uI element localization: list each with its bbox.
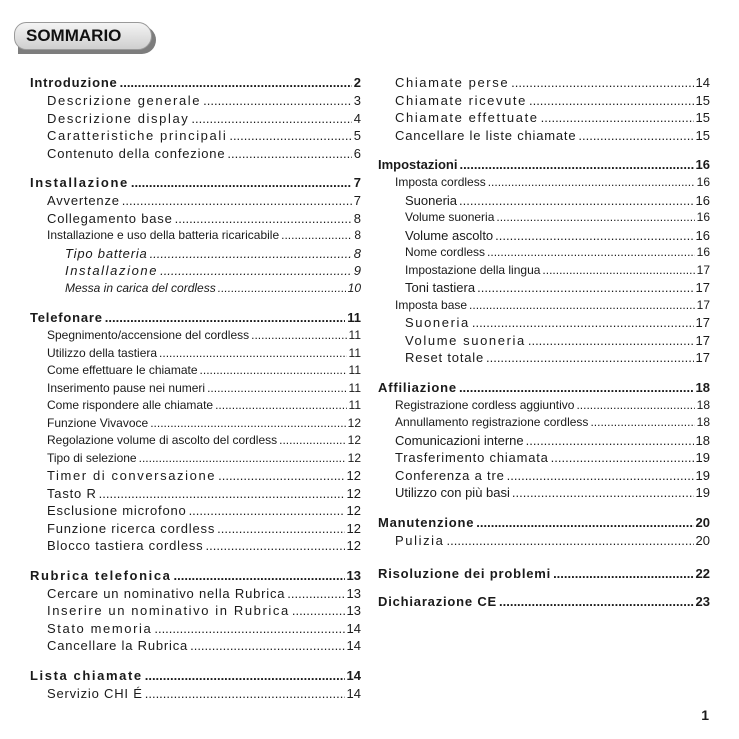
toc-entry[interactable]	[378, 110, 710, 128]
toc-section-label: Risoluzione dei problemi	[378, 566, 552, 581]
toc-dots	[99, 486, 345, 501]
toc-dots	[229, 128, 351, 143]
toc-entry-label: Installazione e uso della batteria ricaricabile	[47, 228, 280, 242]
toc-section-impostazioni[interactable]	[378, 157, 710, 175]
toc-page-number: 18	[695, 432, 710, 448]
toc-dots	[122, 193, 352, 208]
toc-entry-label: Messa in carica del cordless	[65, 280, 216, 295]
toc-section-lista-chiamate[interactable]	[30, 668, 361, 686]
toc-entry[interactable]	[378, 333, 710, 351]
toc-dots	[189, 503, 345, 518]
toc-dots	[139, 451, 346, 465]
toc-dots	[576, 398, 694, 412]
toc-entry-label: Conferenza a tre	[395, 467, 505, 483]
toc-entry[interactable]	[378, 315, 710, 333]
toc-section-label: Affiliazione	[378, 379, 457, 395]
toc-page-number: 12	[346, 468, 361, 483]
toc-dots	[251, 328, 346, 342]
toc-entry-label: Reset totale	[405, 350, 484, 365]
toc-section-installazione[interactable]	[30, 175, 361, 193]
toc-entry[interactable]	[378, 263, 710, 281]
toc-entry-label: Come rispondere alle chiamate	[47, 398, 214, 412]
toc-entry-label: Spegnimento/accensione del cordless	[47, 328, 250, 342]
toc-entry-label: Chiamate effettuate	[395, 110, 539, 125]
toc-entry[interactable]	[378, 93, 710, 111]
toc-dots	[120, 75, 352, 90]
toc-page-number: 19	[695, 450, 710, 465]
toc-page-number: 23	[695, 594, 710, 609]
toc-page-number: 15	[695, 127, 710, 143]
toc-entry-label: Chiamate ricevute	[395, 92, 527, 108]
toc-page-number: 7	[353, 175, 361, 190]
toc-section-affiliazione[interactable]	[378, 380, 710, 398]
toc-entry[interactable]	[30, 686, 361, 704]
toc-entry-label: Funzione ricerca cordless	[47, 520, 216, 536]
toc-entry[interactable]	[30, 638, 361, 656]
toc-page-number: 18	[696, 397, 710, 412]
toc-section-label: Rubrica telefonica	[30, 567, 172, 583]
toc-entry[interactable]	[30, 246, 361, 264]
toc-entry[interactable]	[30, 381, 361, 399]
toc-entry[interactable]	[30, 451, 361, 469]
toc-entry-label: Contenuto della confezione	[47, 145, 226, 161]
toc-section-label: Introduzione	[30, 75, 118, 90]
toc-page-number: 12	[346, 520, 361, 536]
toc-dots	[542, 263, 694, 277]
toc-dots	[200, 363, 347, 377]
toc-entry-label: Caratteristiche principali	[47, 128, 228, 143]
toc-entry-label: Annullamento registrazione cordless	[395, 415, 589, 429]
toc-page-number: 20	[695, 532, 710, 548]
toc-entry-label: Descrizione generale	[47, 93, 202, 108]
toc-entry-label: Inserimento pause nei numeri	[47, 380, 206, 395]
toc-entry[interactable]	[30, 486, 361, 504]
toc-dots	[175, 211, 352, 226]
toc-page-number: 15	[695, 92, 710, 108]
toc-page-number: 14	[346, 685, 361, 701]
toc-page-number: 12	[346, 485, 361, 501]
toc-dots	[488, 175, 695, 189]
toc-page-number: 11	[348, 363, 361, 377]
toc-entry-label: Suoneria	[405, 315, 470, 330]
title-banner	[14, 22, 156, 54]
toc-page-number: 17	[696, 262, 710, 277]
toc-page-number: 16	[695, 192, 710, 208]
toc-entry[interactable]	[378, 398, 710, 416]
toc-entry[interactable]	[30, 468, 361, 486]
toc-entry[interactable]	[378, 128, 710, 146]
toc-dots	[218, 281, 346, 295]
toc-entry[interactable]	[30, 621, 361, 639]
toc-entry[interactable]	[30, 328, 361, 346]
toc-section-label: Installazione	[30, 175, 129, 190]
toc-dots	[205, 538, 344, 553]
toc-entry-label: Timer di conversazione	[47, 468, 217, 483]
toc-section-label: Lista chiamate	[30, 667, 143, 683]
toc-section-label: Impostazioni	[378, 157, 458, 172]
toc-page-number: 11	[348, 398, 361, 412]
toc-entry[interactable]	[378, 298, 710, 316]
toc-page-number: 16	[696, 245, 710, 259]
toc-page-number: 14	[346, 667, 361, 683]
toc-entry[interactable]	[30, 193, 361, 211]
toc-entry[interactable]	[30, 603, 361, 621]
toc-section-rubrica[interactable]	[30, 568, 361, 586]
toc-entry[interactable]	[30, 111, 361, 129]
toc-dots	[495, 228, 693, 243]
toc-page-number: 11	[348, 328, 361, 342]
toc-entry-label: Come effettuare le chiamate	[47, 363, 198, 377]
toc-dots	[469, 298, 695, 312]
toc-dots	[145, 686, 345, 701]
page-number: 1	[701, 707, 709, 723]
toc-dots	[512, 485, 694, 500]
toc-entry-label: Collegamento base	[47, 210, 173, 226]
toc-dots	[207, 381, 346, 395]
toc-entry-label: Tipo batteria	[65, 245, 148, 261]
toc-entry[interactable]	[30, 503, 361, 521]
toc-entry-label: Servizio CHI É	[47, 685, 143, 701]
toc-entry[interactable]	[30, 211, 361, 229]
toc-page-number: 12	[347, 415, 361, 430]
toc-page-number: 17	[695, 350, 710, 365]
toc-dots	[279, 433, 346, 447]
toc-entry-label: Descrizione display	[47, 110, 190, 126]
toc-section-introduzione[interactable]	[30, 75, 361, 93]
toc-page-number: 12	[346, 503, 361, 518]
toc-entry-label: Volume ascolto	[405, 227, 494, 243]
toc-entry-label: Imposta cordless	[395, 175, 486, 189]
toc-entry-label: Impostazione della lingua	[405, 262, 541, 277]
toc-entry[interactable]	[378, 450, 710, 468]
toc-entry[interactable]	[30, 538, 361, 556]
toc-page-number: 19	[695, 467, 710, 483]
toc-entry-label: Blocco tastiera cordless	[47, 538, 204, 553]
toc-section-risoluzione[interactable]	[378, 566, 710, 584]
toc-section-label: Dichiarazione CE	[378, 594, 497, 609]
toc-dots	[499, 594, 694, 609]
toc-page-number: 11	[348, 345, 361, 360]
toc-page-number: 8	[354, 228, 361, 242]
toc-page-number: 13	[346, 567, 361, 583]
toc-page-number: 16	[696, 210, 710, 224]
toc-page-number: 17	[695, 280, 710, 295]
toc-entry-label: Trasferimento chiamata	[395, 450, 549, 465]
toc-dots	[281, 228, 352, 242]
toc-page-number: 3	[353, 93, 361, 108]
toc-entry[interactable]	[30, 433, 361, 451]
toc-entry[interactable]	[378, 75, 710, 93]
toc-dots	[174, 568, 345, 583]
toc-entry-label: Chiamate perse	[395, 75, 510, 90]
toc-entry[interactable]	[378, 210, 710, 228]
toc-page-number: 12	[346, 538, 361, 553]
toc-dots	[528, 333, 694, 348]
toc-entry-label: Utilizzo con più basi	[395, 485, 510, 500]
toc-dots	[553, 566, 693, 581]
toc-dots	[131, 175, 352, 190]
toc-dots	[150, 246, 352, 261]
toc-section-manutenzione[interactable]	[378, 515, 710, 533]
toc-dots	[159, 346, 346, 360]
toc-entry-label: Tasto R	[47, 485, 97, 501]
toc-entry[interactable]	[30, 363, 361, 381]
toc-dots	[486, 350, 694, 365]
toc-entry[interactable]	[30, 128, 361, 146]
toc-page-number: 10	[347, 280, 361, 295]
toc-entry[interactable]	[30, 281, 361, 299]
toc-page-number: 20	[695, 514, 710, 530]
toc-entry[interactable]	[30, 521, 361, 539]
toc-section-dichiarazione-ce[interactable]	[378, 594, 710, 612]
toc-entry-label: Installazione	[65, 263, 159, 278]
toc-dots	[511, 75, 693, 90]
toc-entry[interactable]	[378, 280, 710, 298]
toc-dots	[105, 310, 345, 325]
toc-entry-label: Nome cordless	[405, 245, 486, 259]
toc-entry[interactable]	[30, 146, 361, 164]
toc-entry[interactable]	[30, 346, 361, 364]
toc-page-number: 16	[695, 227, 710, 243]
toc-entry[interactable]	[378, 245, 710, 263]
toc-entry[interactable]	[30, 416, 361, 434]
toc-entry[interactable]	[30, 398, 361, 416]
toc-page-number: 11	[348, 380, 361, 395]
toc-page-number: 17	[695, 315, 710, 330]
toc-section-telefonare[interactable]	[30, 310, 361, 328]
toc-entry[interactable]	[378, 415, 710, 433]
toc-dots	[154, 621, 344, 636]
toc-page-number: 13	[346, 603, 361, 618]
toc-page-number: 8	[353, 245, 361, 261]
toc-left-column	[30, 75, 361, 703]
toc-page-number: 17	[695, 332, 710, 348]
toc-dots	[287, 586, 344, 601]
toc-entry-label: Comunicazioni interne	[395, 432, 524, 448]
toc-dots	[203, 93, 352, 108]
toc-entry-label: Registrazione cordless aggiuntivo	[395, 397, 575, 412]
toc-dots	[487, 245, 695, 259]
toc-section-label: Manutenzione	[378, 514, 475, 530]
toc-entry[interactable]	[378, 193, 710, 211]
toc-entry-label: Pulizia	[395, 532, 445, 548]
toc-page-number: 6	[353, 145, 361, 161]
toc-entry[interactable]	[378, 468, 710, 486]
toc-dots	[590, 415, 694, 429]
toc-page-number: 16	[696, 175, 710, 189]
toc-page-number: 18	[695, 379, 710, 395]
toc-entry[interactable]	[378, 228, 710, 246]
toc-entry-label: Tipo di selezione	[47, 450, 137, 465]
toc-entry-label: Stato memoria	[47, 620, 153, 636]
toc-dots	[551, 450, 694, 465]
toc-page-number: 8	[353, 210, 361, 226]
toc-entry-label: Suoneria	[405, 192, 458, 208]
toc-page-number: 19	[695, 485, 710, 500]
toc-page-number: 12	[347, 433, 361, 447]
toc-entry[interactable]	[30, 586, 361, 604]
toc-entry[interactable]	[30, 228, 361, 246]
toc-entry-label: Avvertenze	[47, 193, 120, 208]
toc-page-number: 15	[695, 110, 710, 125]
toc-page-number: 18	[696, 415, 710, 429]
toc-entry[interactable]	[378, 533, 710, 551]
toc-dots	[150, 416, 345, 430]
toc-dots	[218, 468, 344, 483]
toc-page-number: 17	[696, 297, 710, 312]
toc-dots	[476, 515, 693, 530]
toc-dots	[160, 263, 352, 278]
toc-entry-label: Cercare un nominativo nella Rubrica	[47, 585, 286, 601]
toc-page-number: 2	[353, 75, 361, 90]
toc-dots	[447, 533, 694, 548]
toc-page-number: 14	[695, 75, 710, 90]
toc-dots	[190, 638, 344, 653]
toc-dots	[526, 433, 694, 448]
toc-entry-label: Cancellare le liste chiamate	[395, 127, 577, 143]
toc-dots	[217, 521, 344, 536]
toc-entry-label: Volume suoneria	[405, 210, 495, 224]
toc-entry[interactable]	[378, 350, 710, 368]
toc-dots	[459, 380, 694, 395]
toc-page-number: 7	[353, 193, 361, 208]
toc-right-column	[378, 75, 710, 612]
toc-dots	[529, 93, 694, 108]
toc-entry-label: Cancellare la Rubrica	[47, 638, 189, 653]
toc-page-number: 16	[695, 157, 710, 172]
toc-dots	[477, 280, 693, 295]
toc-dots	[215, 398, 346, 412]
toc-entry[interactable]	[378, 433, 710, 451]
toc-page-number: 5	[353, 128, 361, 143]
toc-dots	[496, 210, 694, 224]
toc-dots	[227, 146, 351, 161]
toc-page-number: 14	[346, 638, 361, 653]
toc-entry[interactable]	[30, 263, 361, 281]
toc-dots	[472, 315, 694, 330]
toc-entry-label: Volume suoneria	[405, 332, 526, 348]
page-title: SOMMARIO	[14, 22, 152, 50]
toc-entry-label: Inserire un nominativo in Rubrica	[47, 603, 290, 618]
toc-entry[interactable]	[30, 93, 361, 111]
toc-section-label: Telefonare	[30, 310, 103, 325]
toc-entry[interactable]	[378, 175, 710, 193]
toc-dots	[191, 111, 351, 126]
toc-page-number: 4	[353, 110, 361, 126]
toc-page-number: 9	[353, 263, 361, 278]
toc-page-number: 22	[695, 566, 710, 581]
toc-entry-label: Utilizzo della tastiera	[47, 345, 158, 360]
toc-dots	[292, 603, 345, 618]
toc-page-number: 12	[347, 450, 361, 465]
toc-page-number: 14	[346, 620, 361, 636]
toc-entry-label: Regolazione volume di ascolto del cordless	[47, 433, 278, 447]
toc-page-number: 13	[346, 585, 361, 601]
toc-page-number: 11	[347, 310, 361, 325]
toc-dots	[541, 110, 694, 125]
toc-entry[interactable]	[378, 485, 710, 503]
toc-entry-label: Toni tastiera	[405, 280, 476, 295]
toc-dots	[459, 193, 693, 208]
toc-entry-label: Imposta base	[395, 297, 468, 312]
toc-entry-label: Esclusione microfono	[47, 503, 187, 518]
toc-dots	[578, 128, 693, 143]
toc-dots	[459, 157, 693, 172]
toc-entry-label: Funzione Vivavoce	[47, 415, 149, 430]
toc-dots	[507, 468, 694, 483]
toc-dots	[145, 668, 345, 683]
